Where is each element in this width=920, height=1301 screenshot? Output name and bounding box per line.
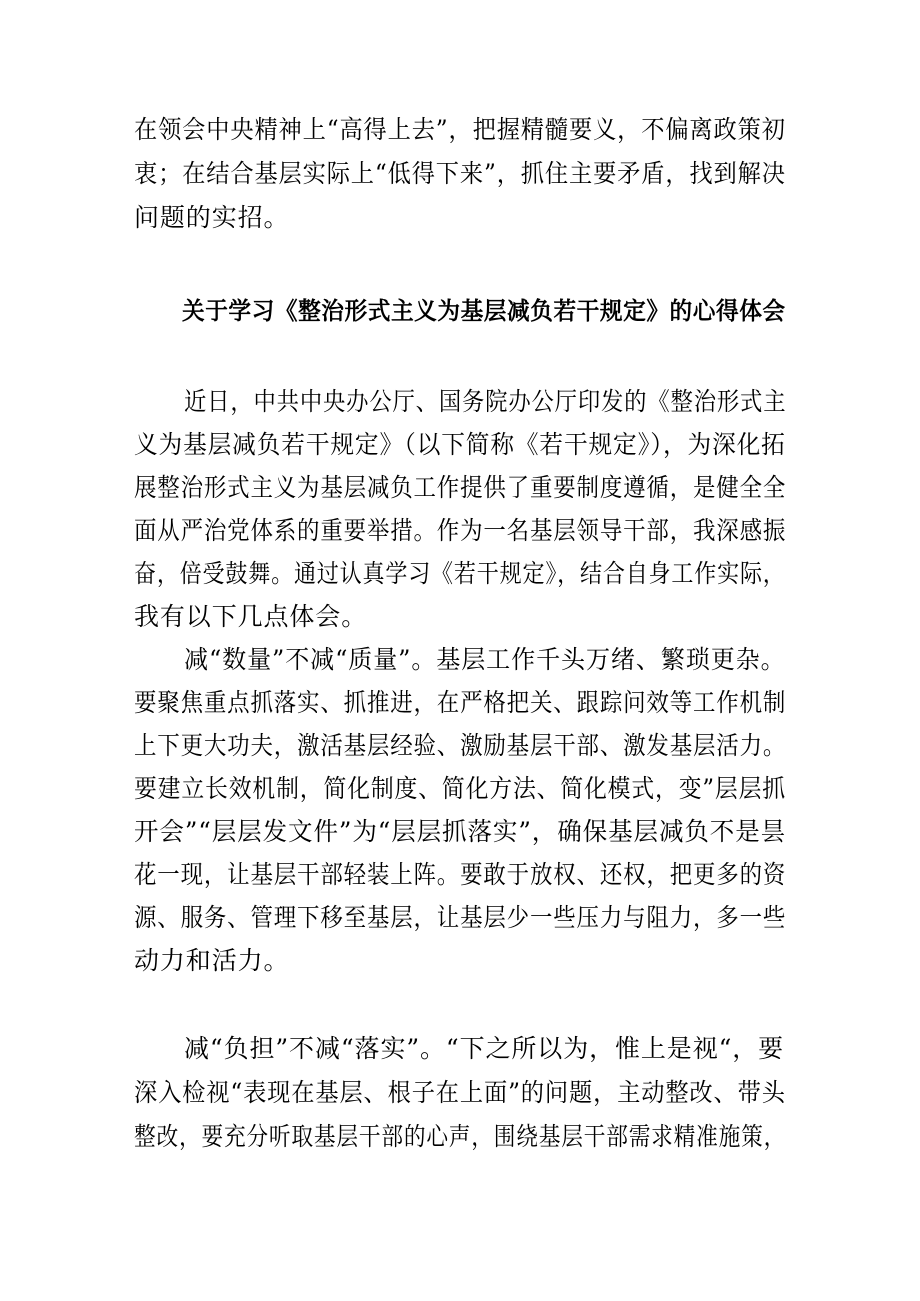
intro-line-1: 在领会中央精神上“高得上去”，把握精髓要义，不偏离政策初	[134, 115, 786, 144]
paragraph-2-line-6: 花一现，让基层干部轻装上阵。要敢于放权、还权，把更多的资	[134, 860, 787, 889]
document-title: 关于学习《整治形式主义为基层减负若干规定》的心得体会	[182, 296, 786, 325]
paragraph-3-line-2: 深入检视“表现在基层、根子在上面”的问题，主动整改、带头	[134, 1078, 786, 1107]
paragraph-2-line-4: 要建立长效机制，简化制度、简化方法、简化模式，变”层层抓	[134, 774, 786, 803]
paragraph-2-line-8: 动力和活力。	[134, 946, 290, 975]
paragraph-1-line-4: 面从严治党体系的重要举措。作为一名基层领导干部，我深感振	[134, 516, 787, 545]
paragraph-1-line-1: 近日，中共中央办公厅、国务院办公厅印发的《整治形式主	[184, 387, 787, 416]
paragraph-1-line-3: 展整治形式主义为基层减负工作提供了重要制度遵循，是健全全	[134, 473, 787, 502]
paragraph-2-line-3: 上下更大功夫，激活基层经验、激励基层干部、激发基层活力。	[134, 731, 787, 760]
intro-line-3: 问题的实招。	[134, 203, 290, 232]
paragraph-3-line-3: 整改，要充分听取基层干部的心声，围绕基层干部需求精准施策，	[134, 1122, 787, 1151]
intro-line-2: 衷；在结合基层实际上“低得下来”，抓住主要矛盾，找到解决	[134, 159, 786, 188]
paragraph-2-line-1: 减“数量”不减“质量”。基层工作千头万绪、繁琐更杂。	[184, 645, 786, 674]
paragraph-2-line-7: 源、服务、管理下移至基层，让基层少一些压力与阻力，多一些	[134, 903, 787, 932]
paragraph-2-line-5: 开会”“层层发文件”为“层层抓落实”，确保基层减负不是昙	[134, 817, 787, 846]
paragraph-1-line-6: 我有以下几点体会。	[134, 602, 368, 631]
paragraph-2-line-2: 要聚焦重点抓落实、抓推进，在严格把关、跟踪问效等工作机制	[134, 688, 787, 717]
paragraph-3-line-1: 减“负担”不减“落实”。“下之所以为，惟上是视“，要	[184, 1034, 785, 1063]
paragraph-1-line-2: 义为基层减负若干规定》（以下简称《若干规定》），为深化拓	[134, 430, 786, 459]
paragraph-1-line-5: 奋，倍受鼓舞。通过认真学习《若干规定》，结合自身工作实际，	[134, 559, 786, 588]
